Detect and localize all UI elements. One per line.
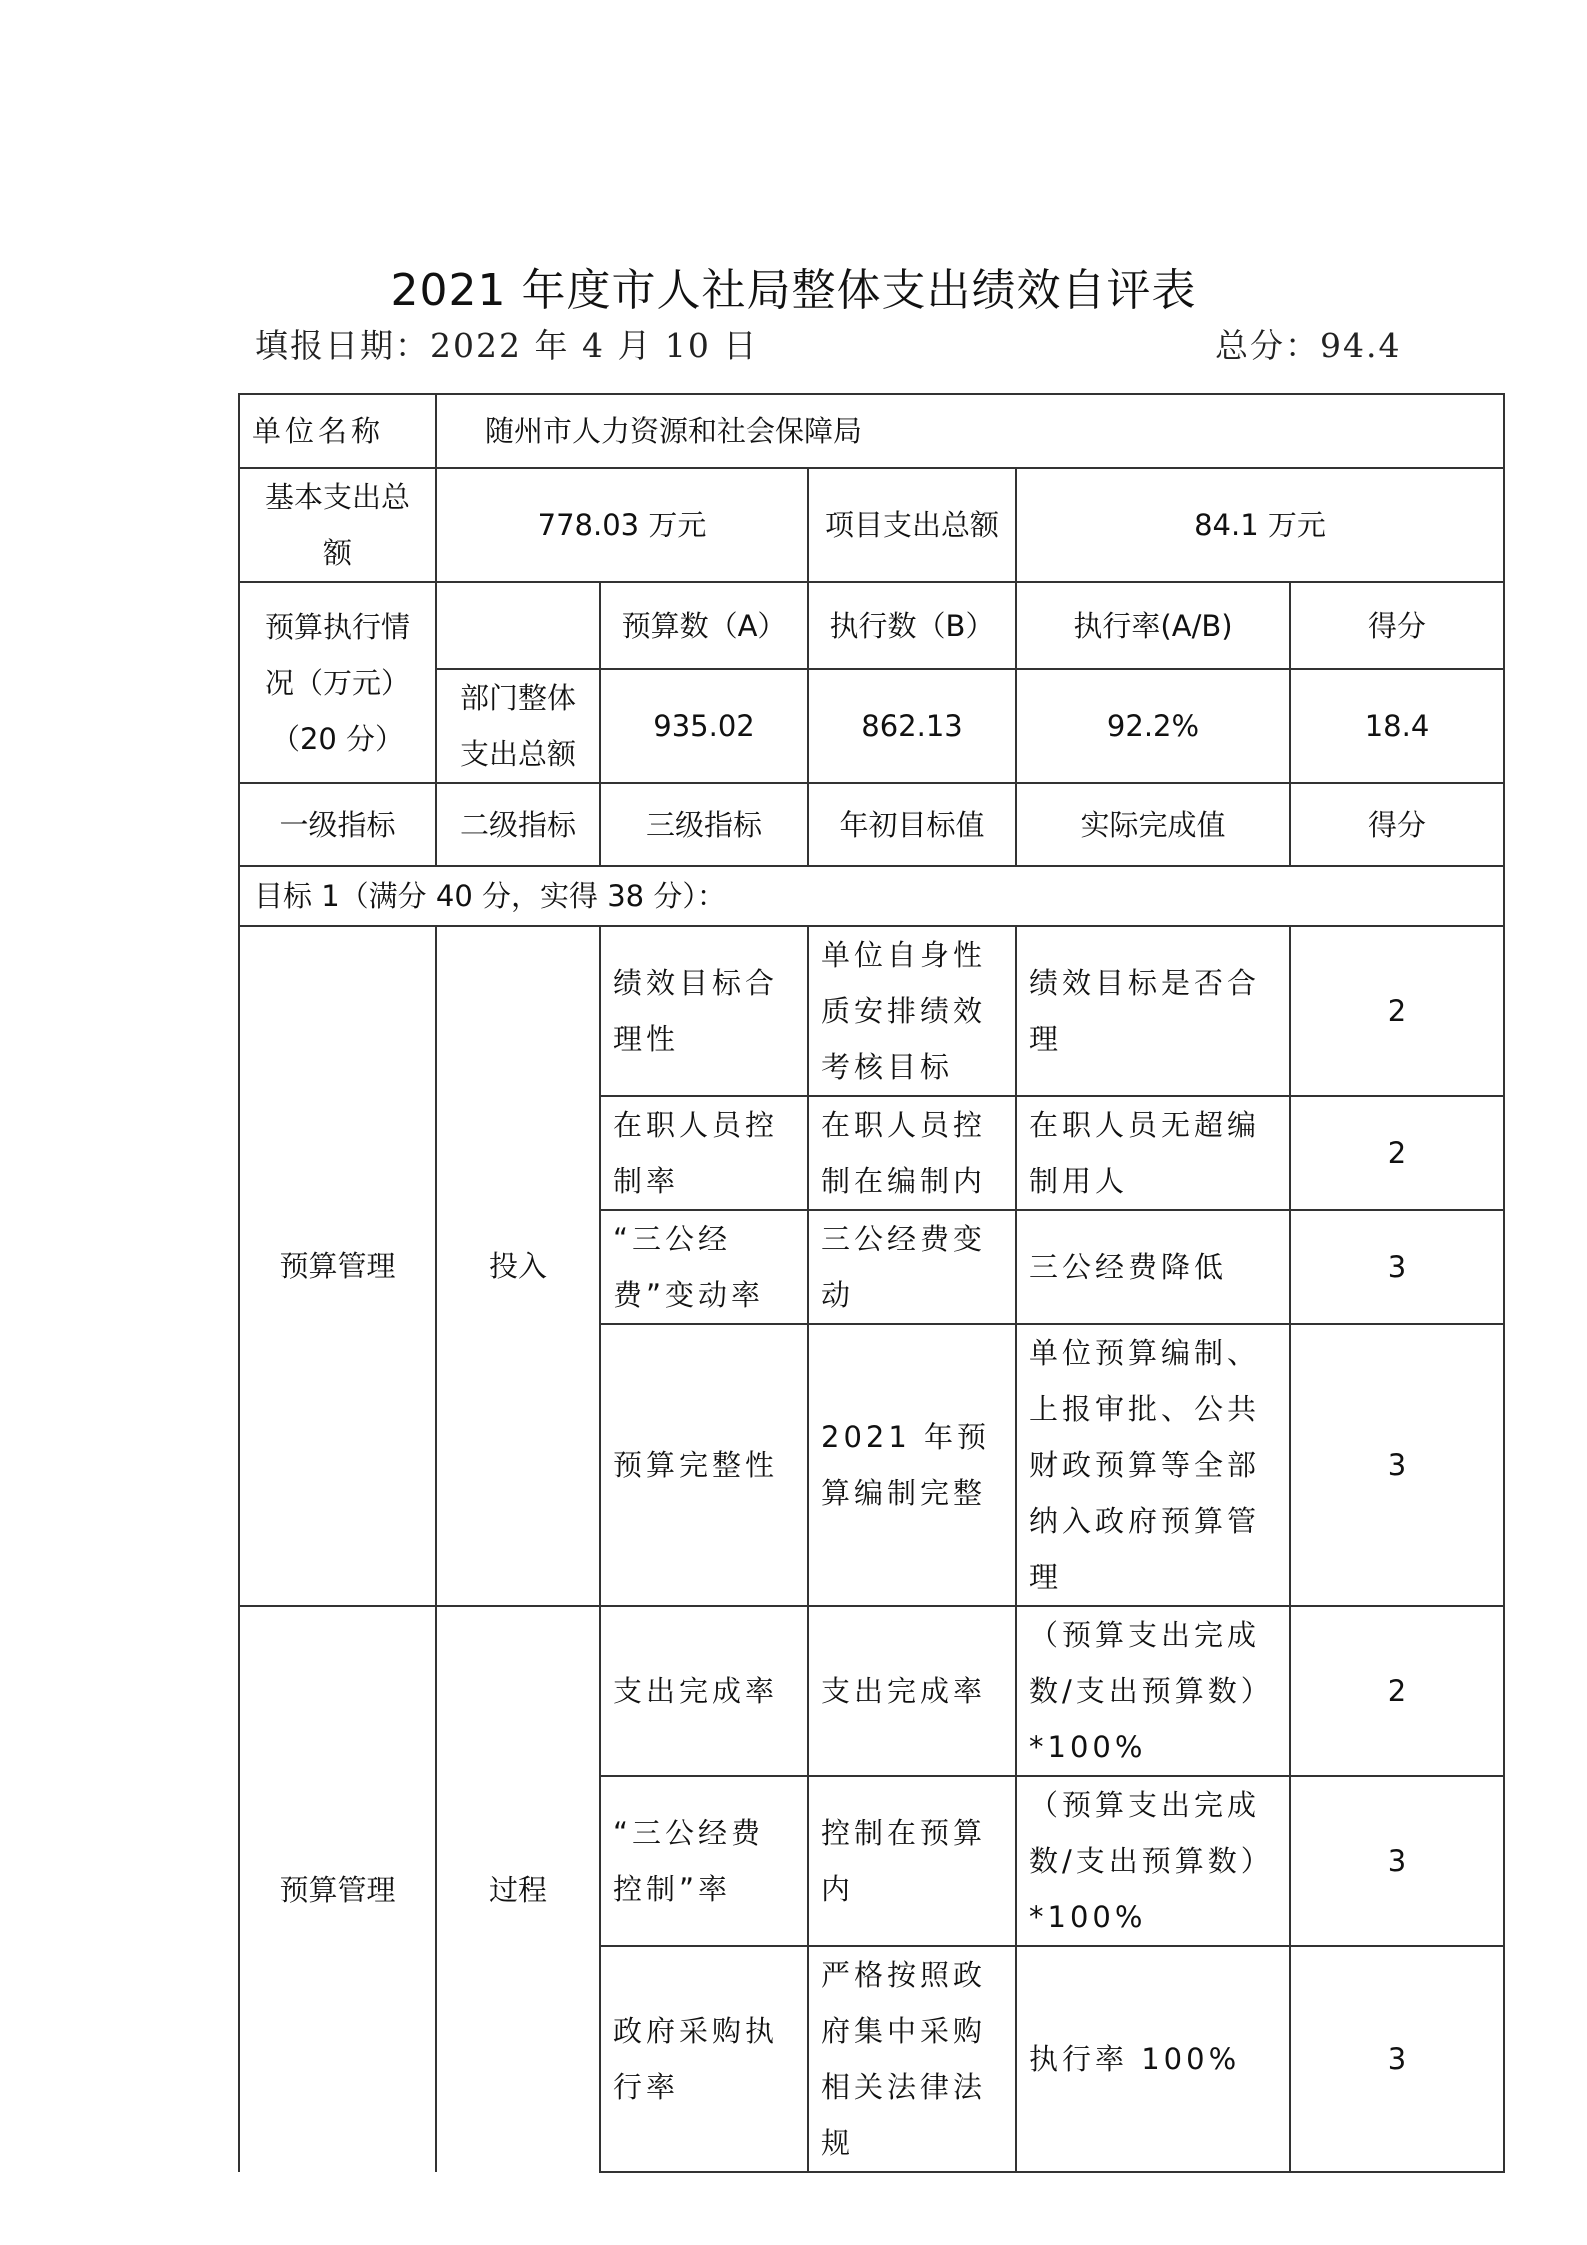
row-actual: 执行率 100% xyxy=(1016,1946,1290,2172)
row-score: 3 xyxy=(1290,1946,1504,2172)
table-row xyxy=(239,926,1504,1096)
totals-row xyxy=(239,468,1504,582)
row-target: 严格按照政府集中采购相关法律法规 xyxy=(808,1946,1016,2172)
row-target: 在职人员控制在编制内 xyxy=(808,1096,1016,1210)
group2-level1: 预算管理 xyxy=(239,1606,436,2172)
group2-level2: 过程 xyxy=(436,1606,600,2172)
row-actual: （预算支出完成数/支出预算数）*100% xyxy=(1016,1606,1290,1776)
row-level3: 绩效目标合理性 xyxy=(600,926,808,1096)
budget-header-row xyxy=(239,582,1504,669)
row-score: 3 xyxy=(1290,1324,1504,1606)
header-actual: 实际完成值 xyxy=(1016,783,1290,866)
group1-level2: 投入 xyxy=(436,926,600,1606)
budget-row-label: 部门整体支出总额 xyxy=(436,669,600,783)
row-level3: 支出完成率 xyxy=(600,1606,808,1776)
header-level2: 二级指标 xyxy=(436,783,600,866)
budget-value-b: 862.13 xyxy=(808,669,1016,783)
row-score: 2 xyxy=(1290,1096,1504,1210)
unit-value: 随州市人力资源和社会保障局 xyxy=(436,394,1504,468)
row-level3: 在职人员控制率 xyxy=(600,1096,808,1210)
total-score: 总分：94.4 xyxy=(1215,326,1402,365)
header-level3: 三级指标 xyxy=(600,783,808,866)
basic-expense-value: 778.03 万元 xyxy=(436,468,808,582)
budget-execution-label: 预算执行情况（万元）（20 分） xyxy=(239,582,436,783)
row-score: 2 xyxy=(1290,1606,1504,1776)
row-score: 2 xyxy=(1290,926,1504,1096)
row-actual: 绩效目标是否合理 xyxy=(1016,926,1290,1096)
goal1-row xyxy=(239,866,1504,926)
project-expense-label: 项目支出总额 xyxy=(808,468,1016,582)
budget-empty-cell xyxy=(436,582,600,669)
project-expense-value: 84.1 万元 xyxy=(1016,468,1504,582)
indicator-header-row xyxy=(239,783,1504,866)
row-level3: 预算完整性 xyxy=(600,1324,808,1606)
evaluation-table xyxy=(238,393,1505,2173)
budget-value-rate: 92.2% xyxy=(1016,669,1290,783)
header-level1: 一级指标 xyxy=(239,783,436,866)
unit-row xyxy=(239,394,1504,468)
page-title: 2021 年度市人社局整体支出绩效自评表 xyxy=(390,265,1197,316)
row-target: 三公经费变动 xyxy=(808,1210,1016,1324)
budget-col-a: 预算数（A） xyxy=(600,582,808,669)
budget-value-score: 18.4 xyxy=(1290,669,1504,783)
row-actual: 单位预算编制、上报审批、公共财政预算等全部纳入政府预算管理 xyxy=(1016,1324,1290,1606)
row-target: 2021 年预算编制完整 xyxy=(808,1324,1016,1606)
row-level3: 政府采购执行率 xyxy=(600,1946,808,2172)
budget-col-rate: 执行率(A/B) xyxy=(1016,582,1290,669)
budget-value-a: 935.02 xyxy=(600,669,808,783)
row-score: 3 xyxy=(1290,1210,1504,1324)
header-target: 年初目标值 xyxy=(808,783,1016,866)
row-actual: （预算支出完成数/支出预算数）*100% xyxy=(1016,1776,1290,1946)
row-level3: “三公经费控制”率 xyxy=(600,1776,808,1946)
budget-col-score: 得分 xyxy=(1290,582,1504,669)
unit-label: 单位名称 xyxy=(239,394,436,468)
fill-date: 填报日期：2022 年 4 月 10 日 xyxy=(255,326,759,365)
row-target: 控制在预算内 xyxy=(808,1776,1016,1946)
table-row xyxy=(239,1606,1504,1776)
row-target: 支出完成率 xyxy=(808,1606,1016,1776)
budget-col-b: 执行数（B） xyxy=(808,582,1016,669)
header-score: 得分 xyxy=(1290,783,1504,866)
row-actual: 三公经费降低 xyxy=(1016,1210,1290,1324)
row-score: 3 xyxy=(1290,1776,1504,1946)
group1-level1: 预算管理 xyxy=(239,926,436,1606)
row-level3: “三公经费”变动率 xyxy=(600,1210,808,1324)
goal1-label: 目标 1（满分 40 分，实得 38 分）： xyxy=(239,866,1504,926)
row-actual: 在职人员无超编制用人 xyxy=(1016,1096,1290,1210)
row-target: 单位自身性质安排绩效考核目标 xyxy=(808,926,1016,1096)
basic-expense-label: 基本支出总额 xyxy=(239,468,436,582)
